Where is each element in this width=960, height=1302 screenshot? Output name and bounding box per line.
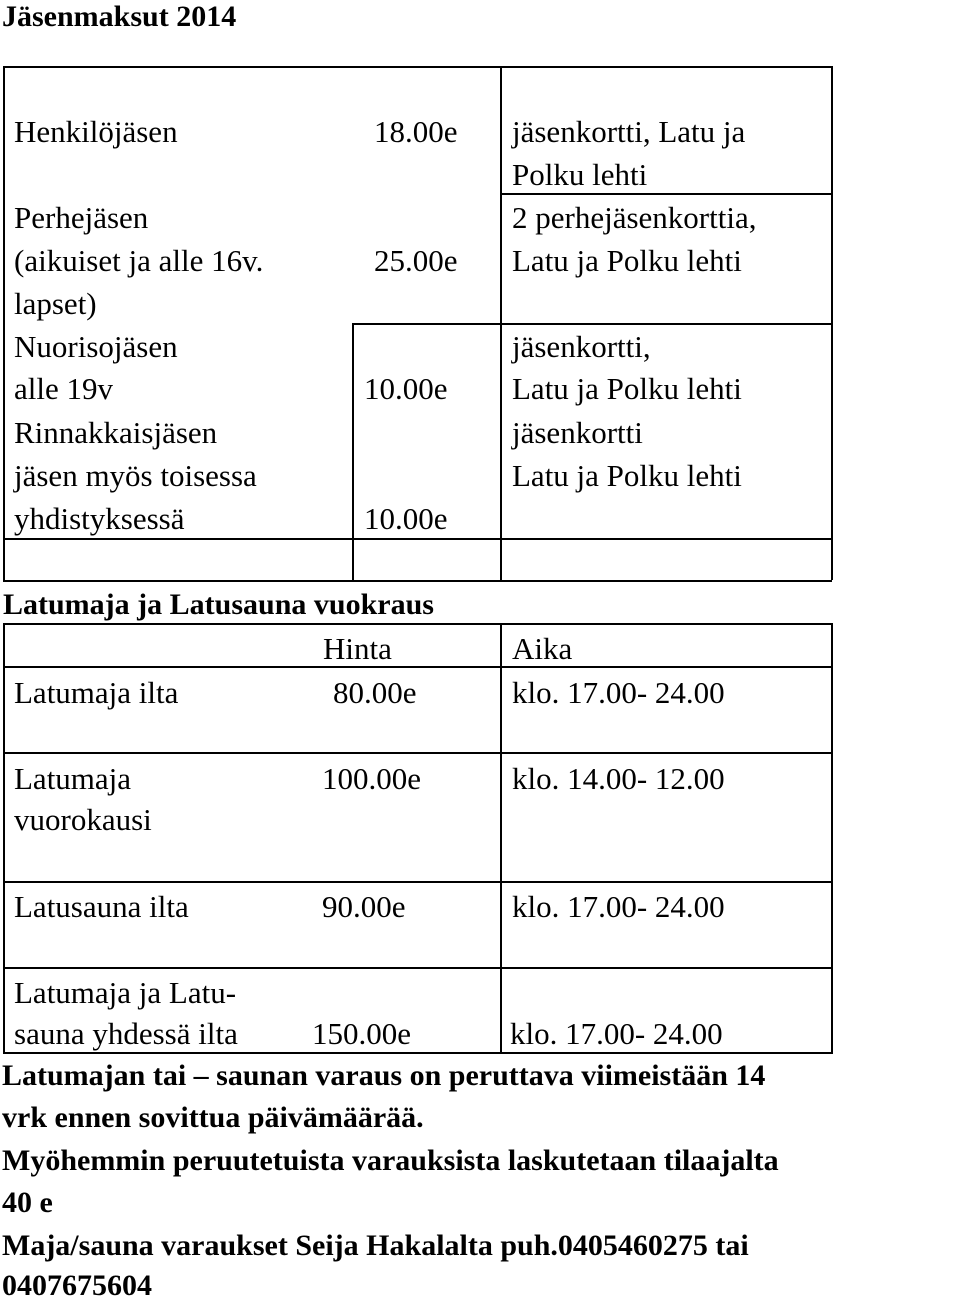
booking-phone: 0407675604 xyxy=(2,1269,152,1302)
member-type: Nuorisojäsen xyxy=(14,329,178,364)
rental-item: vuorokausi xyxy=(14,802,152,837)
late-cancellation-fee: 40 e xyxy=(2,1186,53,1219)
member-type: jäsen myös toisessa xyxy=(14,458,257,493)
member-price: 18.00e xyxy=(374,114,458,149)
rental-time: klo. 14.00- 12.00 xyxy=(512,761,725,796)
rental-time: klo. 17.00- 24.00 xyxy=(512,675,725,710)
rental-heading: Latumaja ja Latusauna vuokraus xyxy=(3,588,434,621)
rental-item: Latumaja ilta xyxy=(14,675,179,710)
rental-price: 150.00e xyxy=(312,1016,412,1051)
member-desc: jäsenkortti, xyxy=(512,329,651,364)
member-type: yhdistyksessä xyxy=(14,501,185,536)
rental-time: klo. 17.00- 24.00 xyxy=(510,1016,723,1051)
member-desc: 2 perhejäsenkorttia, xyxy=(512,200,757,235)
member-price: 10.00e xyxy=(364,371,448,406)
member-desc: jäsenkortti xyxy=(512,415,643,450)
member-desc: Latu ja Polku lehti xyxy=(512,243,742,278)
member-price: 10.00e xyxy=(364,501,448,536)
member-type: alle 19v xyxy=(14,371,113,406)
member-desc: Latu ja Polku lehti xyxy=(512,371,742,406)
rental-item: Latusauna ilta xyxy=(14,889,189,924)
cancellation-note: vrk ennen sovittua päivämäärää. xyxy=(2,1101,424,1134)
rental-price: 100.00e xyxy=(322,761,422,796)
rental-time: klo. 17.00- 24.00 xyxy=(512,889,725,924)
rental-item: sauna yhdessä ilta xyxy=(14,1016,238,1051)
member-desc: Latu ja Polku lehti xyxy=(512,458,742,493)
member-price: 25.00e xyxy=(374,243,458,278)
member-desc: jäsenkortti, Latu ja xyxy=(512,114,746,149)
rental-item: Latumaja xyxy=(14,761,132,796)
member-desc: Polku lehti xyxy=(512,157,648,192)
column-header-price: Hinta xyxy=(323,631,392,666)
late-cancellation-note: Myöhemmin peruutetuista varauksista laskutetaan tilaajalta xyxy=(2,1144,779,1177)
booking-contact: Maja/sauna varaukset Seija Hakalalta puh.0405460275 tai xyxy=(2,1229,749,1262)
page-title: Jäsenmaksut 2014 xyxy=(2,0,237,33)
rental-item: Latumaja ja Latu- xyxy=(14,975,237,1010)
member-type: lapset) xyxy=(14,286,97,321)
rental-price: 80.00e xyxy=(333,675,417,710)
member-type: Perhejäsen xyxy=(14,200,149,235)
column-header-time: Aika xyxy=(512,631,573,666)
member-type: Henkilöjäsen xyxy=(14,114,178,149)
cancellation-note: Latumajan tai – saunan varaus on peruttava viimeistään 14 xyxy=(2,1059,766,1092)
member-type: (aikuiset ja alle 16v. xyxy=(14,243,264,278)
rental-price: 90.00e xyxy=(322,889,406,924)
member-type: Rinnakkaisjäsen xyxy=(14,415,218,450)
